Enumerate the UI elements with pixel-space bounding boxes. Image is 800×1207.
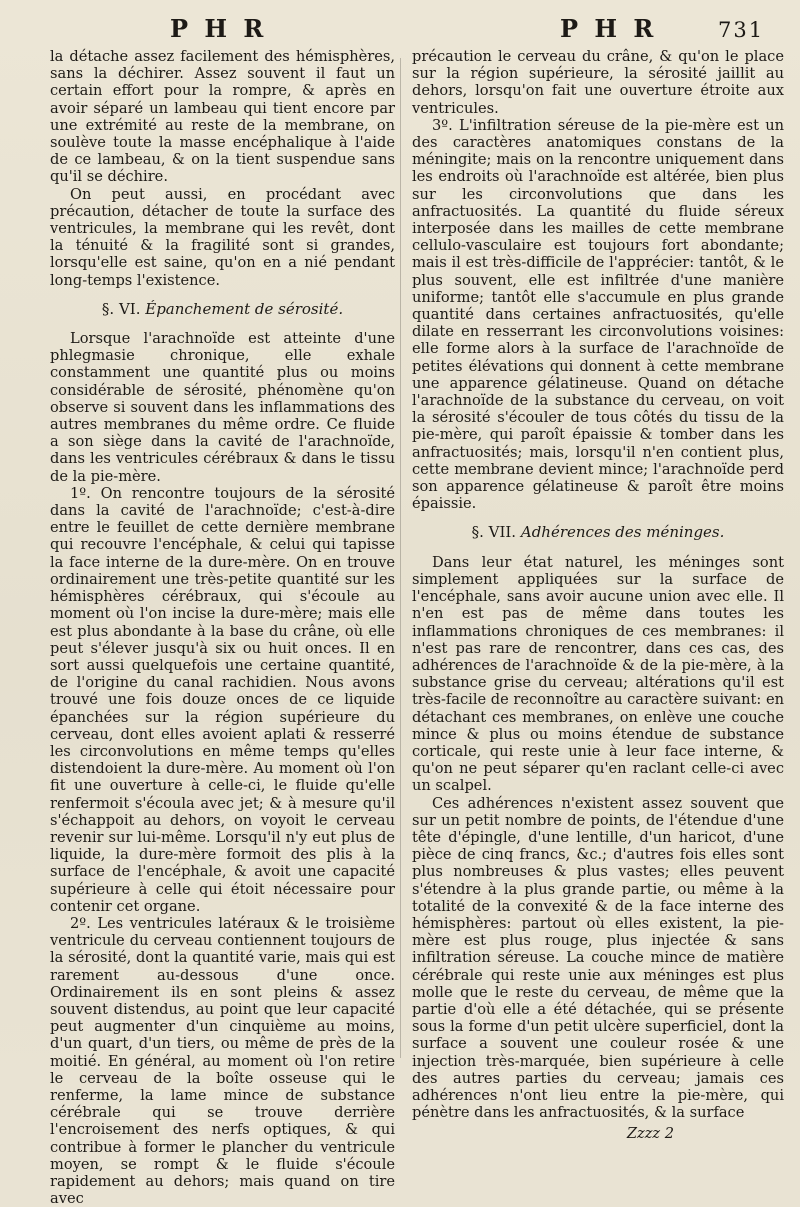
running-head	[0, 10, 800, 48]
paragraph: On peut aussi, en procédant avec précaution, détacher de toute la surface des ventricules, la membrane qui les revêt, dont la ténuité & la fragilité sont si grandes, lorsqu'elle est saine, qu'on en a nié pendant long-temps l'existence.	[50, 185, 395, 289]
paragraph: Ces adhérences n'existent assez souvent que sur un petit nombre de points, de l'étendue d'une tête d'épingle, d'une lentille, d'un haricot, d'une pièce de cinq francs, &c.; d'autres fois elles sont plus nombreuses & plus vastes; elles peuvent s'étendre à la plus grande partie, ou même à la totalité de la convexité & de la face interne des hémisphères: partout où elles existent, la pie-mère est plus rouge, plus injectée & sans infiltration séreuse. La couche mince de matière cérébrale qui reste unie aux méninges est plus molle que le reste du cerveau, de même que la partie d'où elle a été détachée, qui se présente sous la forme d'un petit ulcère superficiel, dont la surface a souvent une couleur rosée & une injection très-marquée, bien supérieure à celle des autres parties du cerveau; jamais ces adhérences n'ont lieu entre la pie-mère, qui pénètre dans les anfractuosités, & la surface	[412, 794, 784, 1122]
paragraph: 3º. L'infiltration séreuse de la pie-mère est un des caractères anatomiques constans de la méningite; mais on la rencontre uniquement dans les endroits où l'arachnoïde est altérée, bien plus sur les circonvolutions que dans les anfractuosités. La quantité du fluide séreux interposée dans les mailles de cette membrane cellulo-vasculaire est toujours fort abondante; mais il est très-difficile de l'apprécier: tantôt, & le plus souvent, elle est infiltrée d'une manière uniforme; tantôt elle s'accumule en plus grande quantité dans certaines anfractuosités, qu'elle dilate en resserrant les circonvolutions voisines: elle forme alors à la surface de l'arachnoïde de petites élévations qui donnent à cette membrane une apparence gélatineuse. Quand on détache l'arachnoïde de la substance du cerveau, on voit la sérosité s'écouler de tous côtés du tissu de la pie-mère, qui paroît épaissie & tomber dans les anfractuosités; mais, lorsqu'il n'en contient plus, cette membrane devient mince; l'arachnoïde perd son apparence gélatineuse & paroît être moins épaissie.	[412, 116, 784, 513]
section-number: §. VI.	[101, 299, 141, 318]
running-head-right: P H R	[560, 14, 658, 43]
paragraph: 1º. On rencontre toujours de la sérosité dans la cavité de l'arachnoïde; c'est-à-dire entre le feuillet de cette dernière membrane qui recouvre l'encéphale, & celui qui tapisse la face interne de la dure-mère. On en trouve ordinairement une très-petite quantité sur les hémisphères cérébraux, qui s'écoule au moment où l'on incise la dure-mère; mais elle est plus abondante à la base du crâne, où elle peut s'élever jusqu'à six ou huit onces. Il en sort aussi quelquefois une certaine quantité, de l'origine du canal rachidien. Nous avons trouvé une fois douze onces de ce liquide épanchées sur la région supérieure du cerveau, dont elles avoient aplati & resserré les circonvolutions en même temps qu'elles distendoient la dure-mère. Au moment où l'on fit une ouverture à celle-ci, le fluide qu'elle renfermoit s'écoula avec jet; & à mesure qu'il s'échappoit au dehors, on voyoit le cerveau revenir sur lui-même. Lorsqu'il n'y eut plus de liquide, la dure-mère formoit des plis à la surface de l'encéphale, & avoit une capacité supérieure à celle qui étoit nécessaire pour contenir cet organe.	[50, 484, 395, 915]
section-heading	[50, 301, 395, 318]
section-title: Épanchement de sérosité.	[145, 299, 344, 318]
section-title: Adhérences des méninges.	[520, 523, 725, 542]
running-head-left: P H R	[170, 14, 268, 43]
right-column	[412, 48, 784, 1143]
paragraph: 2º. Les ventricules latéraux & le troisième ventricule du cerveau contiennent toujours de la sérosité, dont la quantité varie, mais qui est rarement au-dessous d'une once. Ordinairement ils en sont pleins & assez souvent distendus, au point que leur capacité peut augmenter d'un cinquième au moins, d'un quart, d'un tiers, ou même de près de la moitié. En général, au moment où l'on retire le cerveau de la boîte osseuse qui le renferme, la lame mince de substance cérébrale qui se trouve derrière l'encroisement des nerfs optiques, & qui contribue à former le plancher du ventricule moyen, se rompt & le fluide s'écoule rapidement au dehors; mais quand on tire avec	[50, 914, 395, 1207]
section-number: §. VII.	[471, 523, 517, 542]
paragraph: Dans leur état naturel, les méninges sont simplement appliquées sur la surface de l'encéphale, sans avoir aucune union avec elle. Il n'en est pas de même dans toutes les inflammations chroniques de ces membranes: il n'est pas rare de rencontrer, dans ces cas, des adhérences de l'arachnoïde & de la pie-mère, à la substance grise du cerveau; altérations qu'il est très-facile de reconnoître au caractère suivant: en détachant ces membranes, on enlève une couche mince & plus ou moins étendue de substance corticale, qui reste unie à leur face interne, & qu'on ne peut séparer qu'en raclant celle-ci avec un scalpel.	[412, 553, 784, 795]
paragraph: précaution le cerveau du crâne, & qu'on le place sur la région supérieure, la sérosité jaillit au dehors, lorsqu'on fait une ouverture étroite aux ventricules.	[412, 48, 784, 117]
paragraph: la détache assez facilement des hémisphères, sans la déchirer. Assez souvent il faut un certain effort pour la rompre, & après en avoir séparé un lambeau qui tient encore par une extrémité au reste de la membrane, on soulève toute la masse encéphalique à l'aide de ce lambeau, & on la tient suspendue sans qu'il se déchire.	[50, 48, 395, 186]
column-divider	[400, 58, 401, 1058]
section-heading	[412, 524, 784, 541]
signature-mark: Zzzz 2	[626, 1125, 674, 1143]
paragraph: Lorsque l'arachnoïde est atteinte d'une phlegmasie chronique, elle exhale constamment une quantité plus ou moins considérable de sérosité, phénomène qu'on observe si souvent dans les inflammations des autres membranes du même ordre. Ce fluide a son siège dans la cavité de l'arachnoïde, dans les ventricules cérébraux & dans le tissu de la pie-mère.	[50, 330, 395, 485]
left-column	[50, 48, 395, 1207]
page-number: 731	[718, 18, 765, 42]
